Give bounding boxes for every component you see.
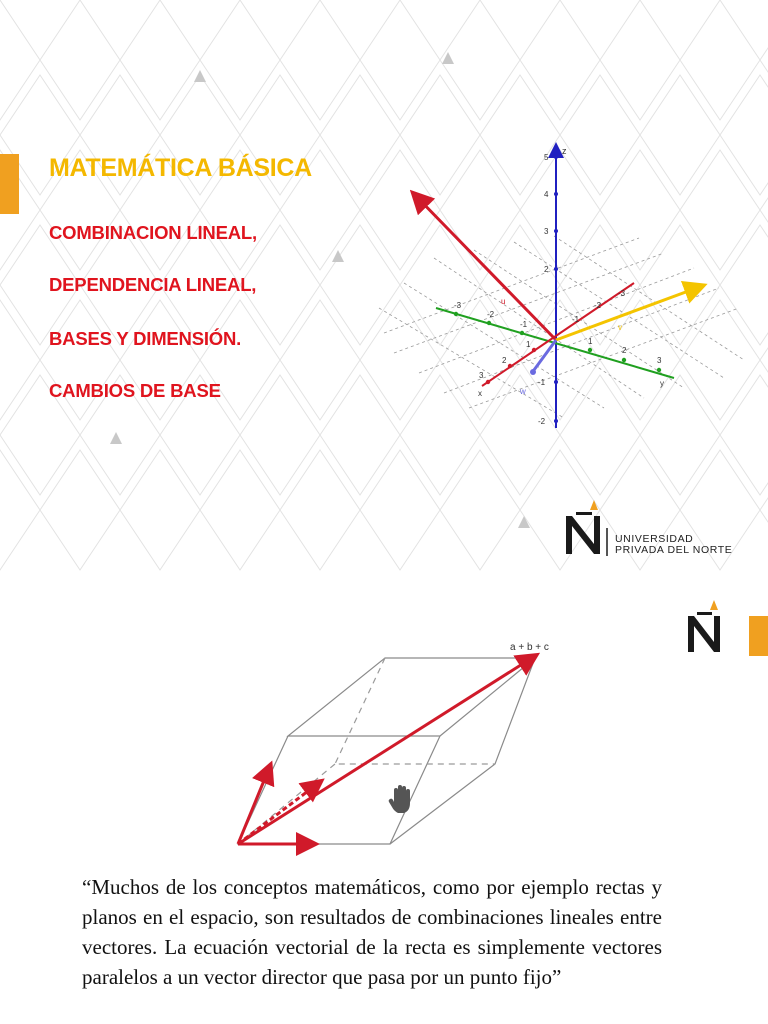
logo-line-1: UNIVERSIDAD	[615, 533, 694, 545]
sum-vector-label: a + b + c	[510, 642, 549, 653]
y-tick: 1	[588, 337, 593, 346]
y-tick: 2	[622, 346, 627, 355]
z-tick: 2	[544, 265, 549, 274]
z-axis-label: z	[562, 146, 567, 156]
topic-change-of-basis: CAMBIOS DE BASE	[49, 380, 221, 401]
y-tick: -3	[454, 301, 462, 310]
slide-2	[0, 576, 768, 1024]
vector-u	[414, 194, 556, 340]
x-tick: 3	[479, 371, 484, 380]
logo-line-2: PRIVADA DEL NORTE	[615, 544, 733, 556]
topic-linear-combination: COMBINACION LINEAL,	[49, 222, 257, 243]
vector-w-label: w	[520, 387, 526, 396]
z-tick: 3	[544, 227, 549, 236]
grid-tick: -3	[618, 289, 626, 298]
grid-plane	[379, 236, 744, 418]
y-axis-label: y	[660, 379, 664, 388]
accent-bar	[0, 154, 19, 214]
z-tick: -1	[538, 378, 546, 387]
topic-linear-dependence: DEPENDENCIA LINEAL,	[49, 274, 257, 295]
logo-divider	[606, 528, 608, 556]
grid-tick: -2	[594, 301, 602, 310]
accent-bar-small	[749, 616, 768, 656]
topic-bases-dimension: BASES Y DIMENSIÓN.	[49, 328, 242, 349]
z-tick: -2	[538, 417, 546, 426]
sum-vector-arrow	[238, 656, 535, 844]
grid-tick: -1	[572, 315, 580, 324]
vector-v	[556, 286, 702, 340]
university-logo-mark-small	[684, 598, 728, 656]
y-tick: 3	[657, 356, 662, 365]
quote-text: “Muchos de los conceptos matemáticos, como por ejemplo rectas y planos en el espacio, son resultados de combinaciones lineales entre vectores. La ecuación vectorial de la recta es simplemente vectores paralelos a un vector director que pasa por un punto fijo”	[82, 875, 662, 989]
z-tick: 4	[544, 190, 549, 199]
x-tick: 2	[502, 356, 507, 365]
hand-cursor-icon	[389, 785, 410, 813]
vector-u-label: u	[501, 297, 506, 306]
x-axis-label: x	[478, 389, 482, 398]
university-logo-mark	[562, 496, 610, 558]
vector-3d-graph	[374, 138, 768, 432]
y-tick: -1	[520, 320, 528, 329]
z-tick: 5	[544, 153, 549, 162]
x-tick: 1	[526, 340, 531, 349]
vector-v-label: v	[618, 323, 622, 332]
slide-title: MATEMÁTICA BÁSICA	[49, 154, 312, 182]
y-tick: -2	[487, 310, 495, 319]
